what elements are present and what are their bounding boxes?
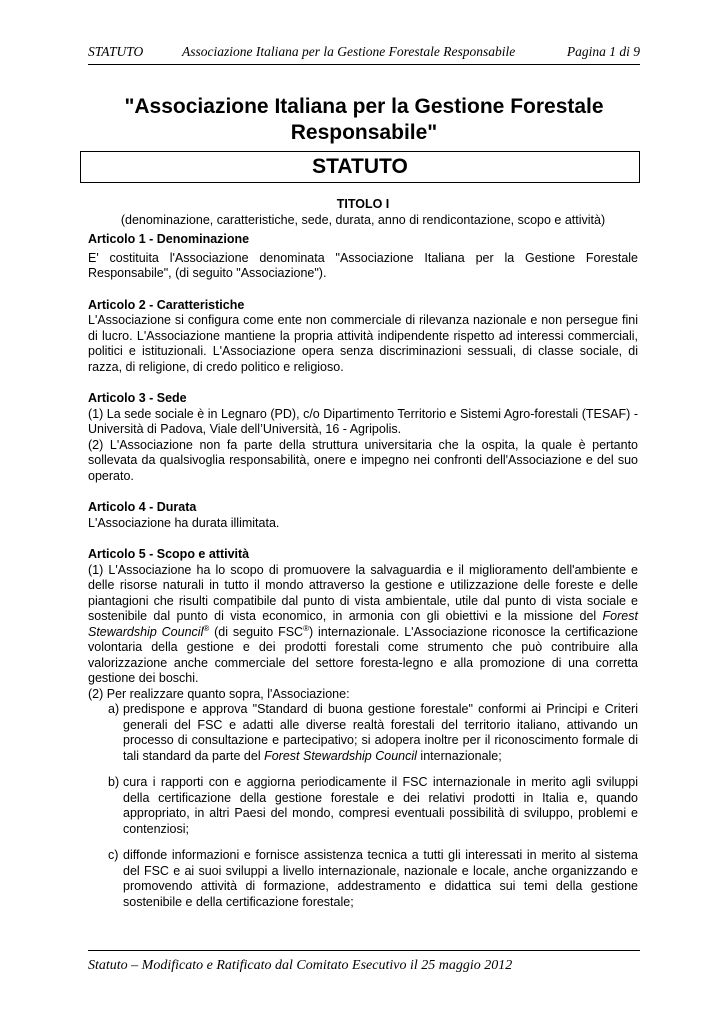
list-marker: a) [108, 702, 120, 716]
article-5-title: Articolo 5 - Scopo e attività [88, 547, 250, 561]
titolo-subheading: (denominazione, caratteristiche, sede, durata, anno di rendicontazione, scopo e attività) [120, 212, 606, 227]
article-3-title: Articolo 3 - Sede [88, 391, 187, 405]
article-4-text: L'Associazione ha durata illimitata. [88, 515, 280, 530]
list-marker: b) [108, 775, 120, 789]
page-footer: Statuto – Modificato e Ratificato dal Comitato Esecutivo il 25 maggio 2012 [88, 958, 513, 973]
article-2-title: Articolo 2 - Caratteristiche [88, 297, 245, 312]
list-item-a-text: predispone e approva "Standard di buona gestione forestale" conformi ai Principi e Criteri generali del FSC e adatti alle diverse realtà forestali del territorio italiano, attivando un processo di consultazione e partecipativo; si adopera inoltre per il riconoscimento formale di tali standard da parte del [123, 702, 638, 763]
document-title-line-2: Responsabile" [290, 121, 438, 144]
statuto-heading-box: STATUTO [80, 151, 640, 183]
article-5-paragraph-1 [88, 563, 638, 687]
article-5-p1-part-c: ) internazionale. L'Associazione riconosce la certificazione volontaria della gestione e dei prodotti forestali come strumento che può contribuire alla valorizzazione anche commerciale del settore foresta-legno e alla promozione di una corretta gestione dei boschi. [88, 624, 638, 685]
page-header [88, 44, 640, 65]
article-5-paragraph-2: (2) Per realizzare quanto sopra, l'Associazione: [88, 686, 350, 701]
footer-divider [88, 950, 640, 951]
article-5-p1-part-a: (1) L'Associazione ha lo scopo di promuovere la salvaguardia e il miglioramento dell'ambiente e delle risorse naturali in tutto il mondo attraverso la gestione e utilizzazione delle foreste e delle piantagioni che risulti compatibile dal punto di vista ambientale, utile dal punto di vista sociale e sostenibile dal punto di vista economico, in armonia con gli obiettivi e la missione del [88, 562, 638, 623]
list-marker: c) [108, 848, 119, 862]
article-3-paragraph-1: (1) La sede sociale è in Legnaro (PD), c/o Dipartimento Territorio e Sistemi Agro-forestali (TESAF) - Università di Padova, Viale dell’Università, 16 - Agripolis. [88, 406, 638, 436]
article-1-title: Articolo 1 - Denominazione [88, 232, 250, 246]
header-doc-label: STATUTO [88, 44, 144, 59]
list-item [88, 775, 638, 837]
titolo-heading: TITOLO I [336, 197, 390, 211]
list-item-a-italic: Forest Stewardship Council [264, 748, 417, 763]
registered-mark: ® [203, 623, 210, 633]
header-page-number: Pagina 1 di 9 [566, 44, 640, 59]
article-2-text: L'Associazione si configura come ente non commerciale di rilevanza nazionale e non persegue fini di lucro. L'Associazione mantiene la propria attività indipendente rispetto ad interessi commerciali, politici e istituzionali. L'Associazione opera senza discriminazioni sessuali, di classe sociale, di razza, di religione, di credo politico e religioso. [88, 313, 638, 374]
document-title [88, 94, 640, 146]
list-item-a-text-end: internazionale; [420, 748, 502, 763]
list-item [88, 848, 638, 910]
list-item-b-text: cura i rapporti con e aggiorna periodicamente il FSC internazionale in merito agli sviluppi della certificazione della gestione forestale e dei relativi prodotti in Italia e, quando appropriato, in altri Paesi del mondo, compresi eventuali possibilità di sviluppo, problemi e contenziosi; [123, 775, 638, 836]
list-item-c-text: diffonde informazioni e fornisce assistenza tecnica a tutti gli interessati in merito al sistema del FSC e ai suoi sviluppi a livello internazionale, nazionale e locale, anche organizzando e promovendo attività di formazione, addestramento e didattica sui temi della gestione sostenibile e della certificazione forestale; [123, 848, 638, 909]
header-association-name: Associazione Italiana per la Gestione Forestale Responsabile [182, 44, 516, 59]
article-5-p1-part-b: (di seguito FSC [214, 624, 304, 639]
document-body [88, 197, 638, 921]
list-item [88, 702, 638, 764]
article-4-title: Articolo 4 - Durata [88, 500, 197, 514]
article-1-text: E' costituita l'Associazione denominata "Associazione Italiana per la Gestione Forestale Responsabile", (di seguito "Associazione"). [88, 250, 638, 280]
article-3-paragraph-2: (2) L'Associazione non fa parte della struttura universitaria che la ospita, la quale è pertanto sollevata da qualsivoglia responsabilità, onere e impegno nei confronti dell'Associazione e del suo operato. [88, 437, 638, 483]
document-title-line-1: "Associazione Italiana per la Gestione Forestale [124, 95, 604, 118]
article-5-activity-list [88, 702, 638, 910]
registered-mark: ® [303, 623, 309, 633]
fsc-name-italic: Forest Stewardship Council [88, 609, 638, 639]
